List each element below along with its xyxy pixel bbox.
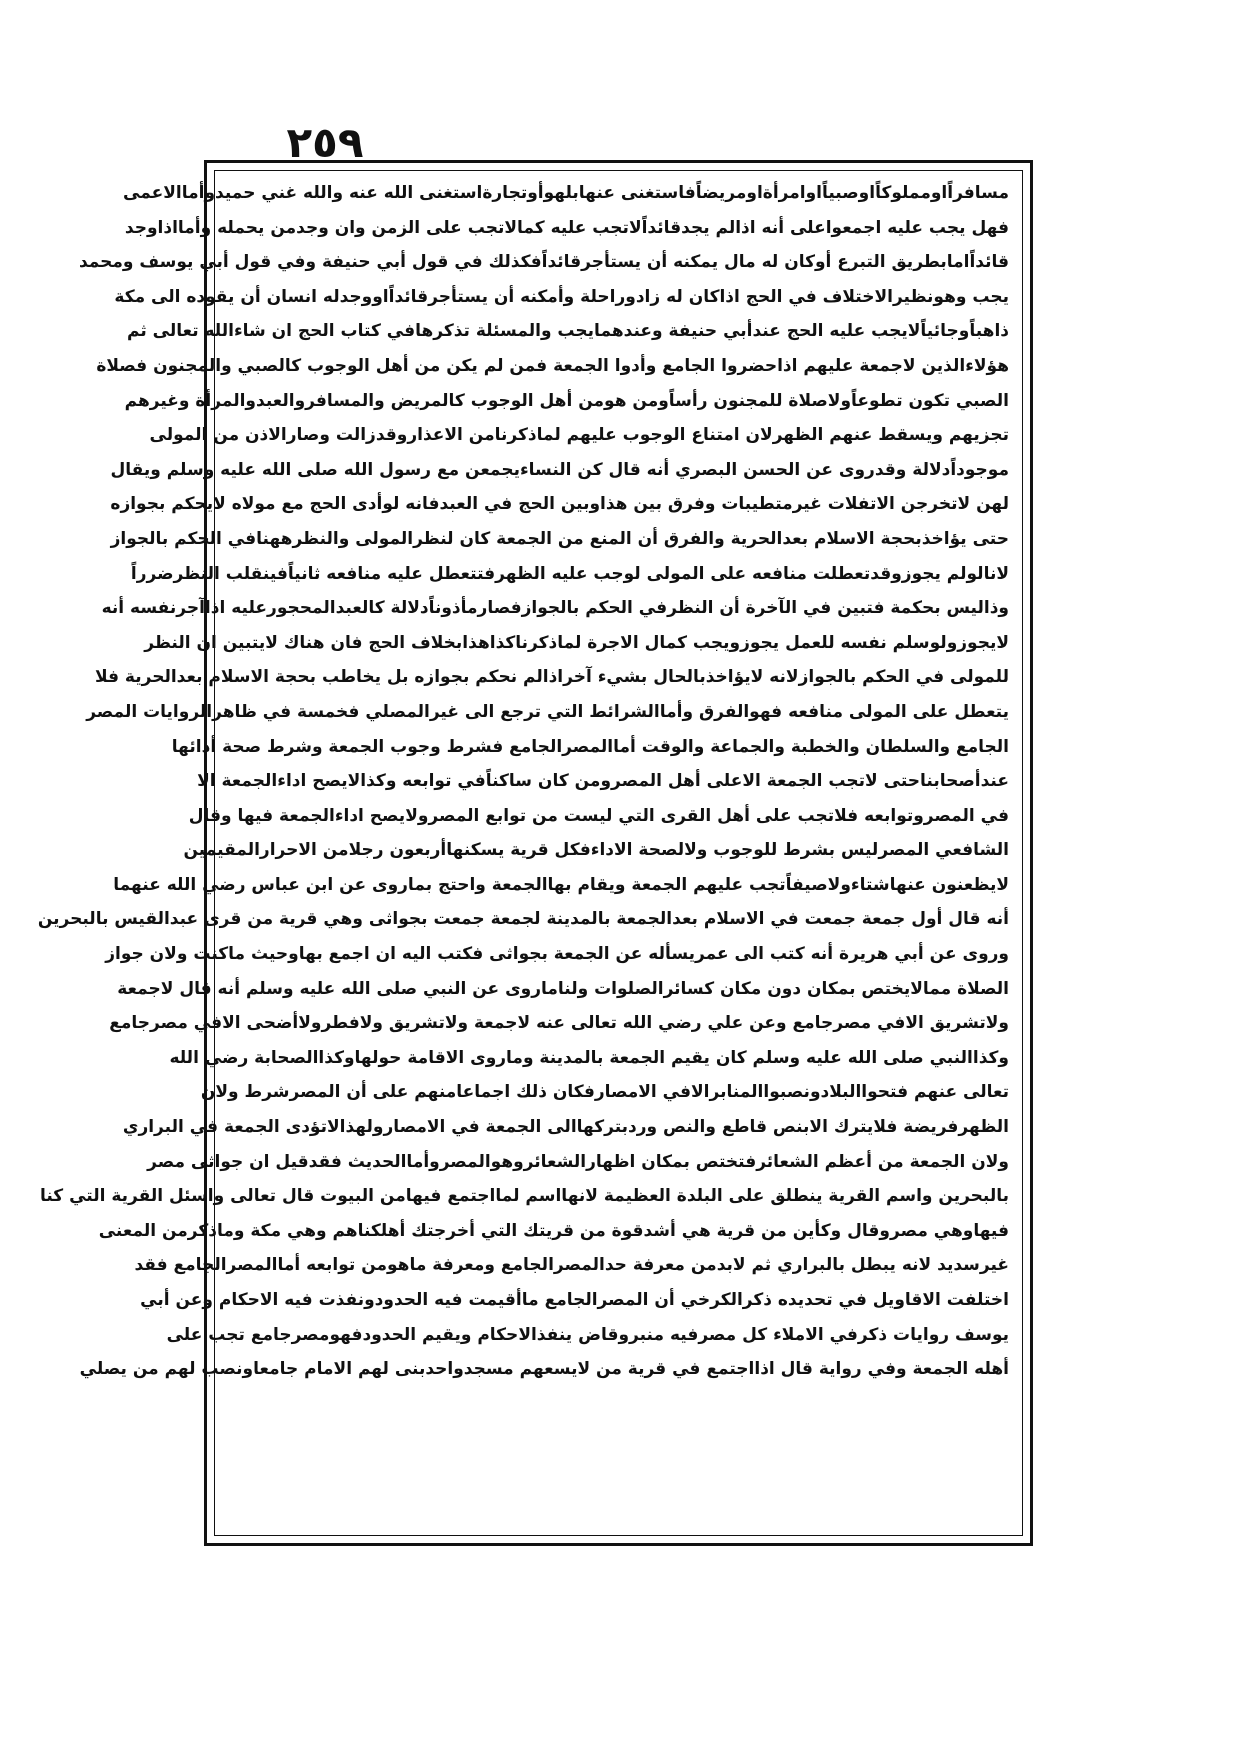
text-line: ولاتشريق الافي مصرجامع وعن علي رضي الله تعالى عنه لاجمعة ولاتشريق ولافطرولاأضحى الافي مصرجامع [109,1013,1009,1034]
text-line: يجب وهونظيرالاختلاف في الحج اذاكان له زادوراحلة وأمكنه أن يستأجرقائداًاووجدله انسان أن يقوده الى مكة [114,286,1009,307]
text-line: قائداًامابطريق التبرع أوكان له مال يمكنه أن يستأجرقائداًفكذلك في قول أبي حنيفة وفي قول أبي يوسف ومحمد [78,252,1009,273]
main-text-block [37,176,1009,1528]
text-line: موجوداًدلالة وقدروى عن الحسن البصري أنه قال كن النساءيجمعن مع رسول الله صلى الله عليه وسلم ويقال [110,459,1009,480]
text-line: مسافراًاومملوكاًاوصبياًاوامرأةاومريضاًفاستغنى عنهابلهوأوتجارةاستغنى الله عنه والله غني حميدوأماالاعمى [123,183,1009,203]
text-line: تجزيهم ويسقط عنهم الظهرلان امتناع الوجوب عليهم لماذكرنامن الاعذاروقدزالت وصارالاذن من المولى [149,425,1009,446]
text-line: بالبحرين واسم القرية ينطلق على البلدة العظيمة لانهااسم لمااجتمع فيهامن البيوت قال تعالى واسئل القرية التي كنا [39,1186,1009,1207]
text-line: تعالى عنهم فتحواالبلادونصبواالمنابرالافي الامصارفكان ذلك اجماعامنهم على أن المصرشرط ولان [200,1082,1009,1103]
text-line: الصبي تكون تطوعاًولاصلاة للمجنون رأساًومن هومن أهل الوجوب كالمريض والمسافروالعبدوالمرأة وغيرهم [124,390,1009,411]
text-line: ولان الجمعة من أعظم الشعائرفتختص بمكان اظهارالشعائروهوالمصروأماالحديث فقدقيل ان جواثى مصر [147,1151,1009,1172]
text-line: للمولى في الحكم بالجوازلانه لايؤاخذبالحال بشيء آخراذالم نحكم بجوازه بل يخاطب بحجة الاسلام بعدالحرية فلا [94,667,1009,688]
text-line: فيهاوهي مصروقال وكأين من قرية هي أشدقوة من قريتك التي أخرجتك أهلكناهم وهي مكة وماذكرمن المعنى [98,1220,1009,1241]
text-line: يتعطل على المولى منافعه فهوالفرق وأماالشرائط التي ترجع الى غيرالمصلي فخمسة في ظاهرالروايات المصر [86,701,1009,722]
text-line: وروى عن أبي هريرة أنه كتب الى عمريسأله عن الجمعة بجواثى فكتب اليه ان اجمع بهاوحيث ماكنت ولان جواز [105,944,1009,965]
text-line: الجامع والسلطان والخطبة والجماعة والوقت أماالمصرالجامع فشرط وجوب الجمعة وشرط صحة أدائها [171,736,1009,757]
text-line: وذاليس بحكمة فتبين في الآخرة أن النظرفي الحكم بالجوازفصارمأذوناًدلالة كالعبدالمحجورعليه اذاآجرنفسه أنه [101,598,1009,619]
page-number: ٢٥٩ [286,118,364,167]
text-line: الصلاة ممالايختص بمكان دون مكان كسائرالصلوات ولناماروى عن النبي صلى الله عليه وسلم أنه قال لاجمعة [117,978,1009,999]
text-line: في المصروتوابعه فلاتجب على أهل القرى التي ليست من توابع المصرولايصح اداءالجمعة فيها وقال [188,805,1009,826]
text-line: لايجوزولوسلم نفسه للعمل يجوزويجب كمال الاجرة لماذكرناكذاهذابخلاف الحج فان هناك لايتبين ان النظر [144,632,1009,653]
text-line: عندأصحابناحتى لاتجب الجمعة الاعلى أهل المصرومن كان ساكناًفي توابعه وكذالايصح اداءالجمعة الا [197,771,1009,792]
text-line: لانالولم يجوزوقدتعطلت منافعه على المولى لوجب عليه الظهرفتتعطل عليه منافعه ثانياًفينقلب النظرضرراً [130,563,1009,584]
text-line: غيرسديد لانه يبطل بالبراري ثم لابدمن معرفة حدالمصرالجامع ومعرفة ماهومن توابعه أماالمصرالجامع فقد [134,1255,1009,1276]
text-line: ذاهباًوجائياًلايجب عليه الحج عندأبي حنيفة وعندهمايجب والمسئلة تذكرهافي كتاب الحج ان شاءالله تعالى ثم [127,321,1009,342]
text-line: أهله الجمعة وفي رواية قال اذااجتمع في قرية من لايسعهم مسجدواحدبنى لهم الامام جامعاونصب لهم من يصلي [79,1359,1009,1380]
text-line: الظهرفريضة فلايترك الابنص قاطع والنص وردبتركهاالى الجمعة في الامصارولهذالاتؤدى الجمعة في البراري [122,1117,1009,1138]
text-line: لهن لاتخرجن الاتفلات غيرمتطيبات وفرق بين هذاوبين الحج في العبدفانه لوأدى الحج مع مولاه لايحكم بجوازه [110,494,1009,515]
text-line: لايظعنون عنهاشتاءولاصيفاًتجب عليهم الجمعة ويقام بهاالجمعة واحتج بماروى عن ابن عباس رضي الله عنهما [113,874,1009,895]
text-line: فهل يجب عليه اجمعواعلى أنه اذالم يجدقائداًلاتجب عليه كمالاتجب على الزمن وان وجدمن يحمله وأمااذاوجد [124,217,1009,238]
text-line: اختلفت الاقاويل في تحديده ذكرالكرخي أن المصرالجامع ماأقيمت فيه الحدودونفذت فيه الاحكام وعن أبي [140,1290,1009,1310]
text-line: وكذاالنبي صلى الله عليه وسلم كان يقيم الجمعة بالمدينة وماروى الاقامة حولهاوكذاالصحابة رضي الله [169,1047,1009,1068]
text-line: الشافعي المصرليس بشرط للوجوب ولالصحة الاداءفكل قرية يسكنهاأربعون رجلامن الاحرارالمقيمين [183,840,1009,861]
text-line: هؤلاءالذين لاجمعة عليهم اذاحضروا الجامع وأدوا الجمعة فمن لم يكن من أهل الوجوب كالصبي والمجنون فصلاة [96,355,1009,376]
text-line: حتى يؤاخذبحجة الاسلام بعدالحرية والفرق أن المنع من الجمعة كان لنظرالمولى والنظرههنافي الحكم بالجواز [110,528,1009,549]
text-line: يوسف روايات ذكرفي الاملاء كل مصرفيه منبروقاض ينفذالاحكام ويقيم الحدودفهومصرجامع تجب على [166,1324,1009,1345]
text-line: أنه قال أول جمعة جمعت في الاسلام بعدالجمعة بالمدينة لجمعة جمعت بجواثى وهي قرية من قرى عبدالقيس بالبحرين [37,909,1009,930]
